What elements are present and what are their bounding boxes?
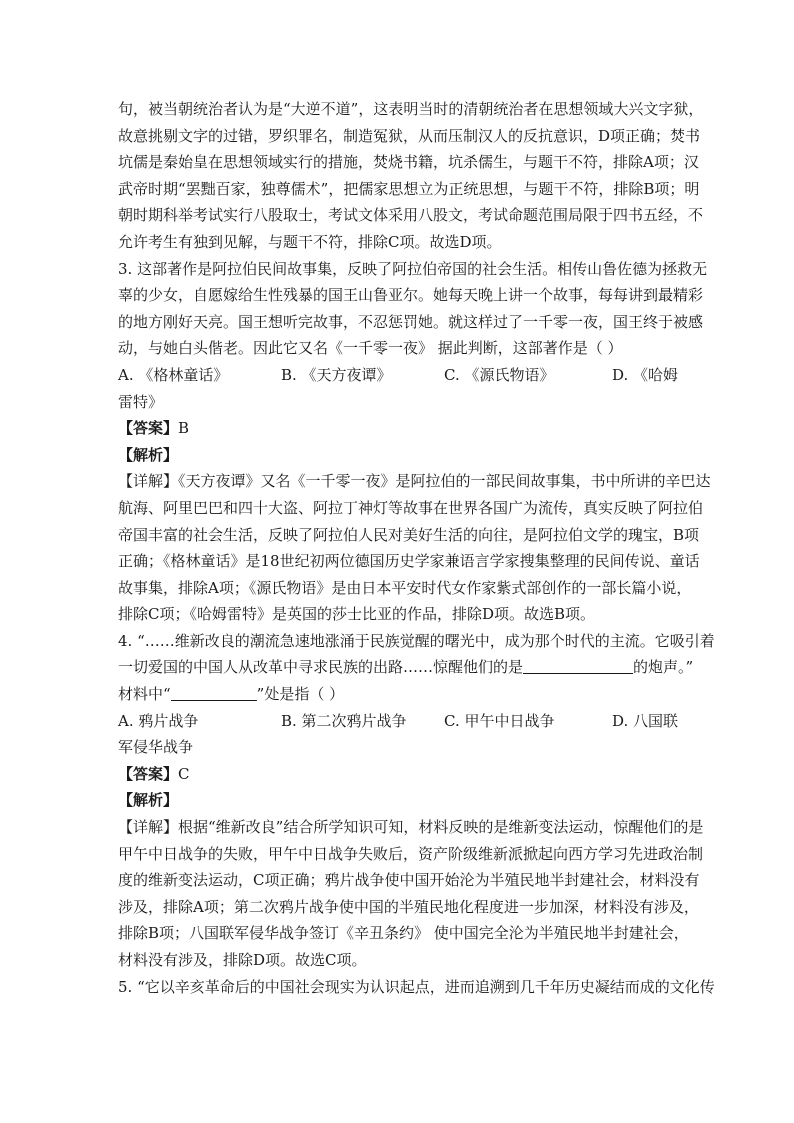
detail-line: 正确；《格林童话》是18世纪初两位德国历史学家兼语言学家搜集整理的民间传说、童话 [118, 552, 700, 571]
answer-label: 【答案】 [118, 764, 179, 783]
option-a: A. 《格林童话》 [118, 365, 229, 384]
option-c: C. 甲午中日战争 [444, 711, 555, 730]
option-d: D. 《哈姆 [611, 365, 678, 384]
answer-line [118, 761, 678, 788]
question-3-text: 辜的少女，自愿嫁给生性残暴的国王山鲁亚尔。她每天晚上讲一个故事，每每讲到最精彩 [118, 286, 704, 305]
detail-line: 排除C项；《哈姆雷特》是英国的莎士比亚的作品，排除D项。故选B项。 [118, 605, 596, 624]
answer-value: C [178, 764, 190, 783]
question-3-options [118, 362, 678, 389]
analysis-label: 【解析】 [118, 791, 179, 810]
question-3-text: 动，与她白头偕老。因此它又名《一千零一夜》 据此判断，这部著作是（ ） [118, 339, 623, 358]
question-3-text: 的地方刚好天亮。国王想听完故事，不忍惩罚她。就这样过了一千零一夜，国王终于被感 [118, 312, 704, 331]
analysis-label: 【解析】 [118, 445, 179, 464]
option-b: B. 第二次鸦片战争 [281, 711, 407, 730]
text-line: 武帝时期“罢黜百家，独尊儒术”，把儒家思想立为正统思想，与题干不符，排除B项；明 [118, 179, 700, 198]
text-line: 句，被当朝统治者认为是“大逆不道”，这表明当时的清朝统治者在思想领域大兴文字狱， [118, 100, 704, 118]
blank-line [523, 657, 633, 674]
option-b: B. 《天方夜谭》 [281, 365, 392, 384]
detail-line: 度的维新变法运动，C项正确；鸦片战争使中国开始沦为半殖民地半封建社会，材料没有 [118, 871, 700, 890]
question-4-text: 材料中“ ”处是指（ ） [118, 685, 345, 704]
detail-line: 航海、阿里巴巴和四十大盗、阿拉丁神灯等故事在世界各国广为流传，真实反映了阿拉伯 [118, 498, 704, 517]
question-4-options [118, 708, 678, 735]
question-4-text: 一切爱国的中国人从改革中寻求民族的出路……惊醒他们的是 的炮声。” [118, 658, 694, 677]
option-d-continued: 军侵华战争 [118, 738, 194, 757]
detail-line: 【详解】《天方夜谭》又名《一千零一夜》是阿拉伯的一部民间故事集，书中所讲的辛巴达 [118, 472, 711, 491]
text-line: 朝时期科举考试实行八股取士，考试文体采用八股文，考试命题范围局限于四书五经，不 [118, 206, 704, 225]
answer-value: B [178, 419, 190, 438]
blank-line [171, 684, 257, 701]
option-c: C. 《源氏物语》 [444, 365, 555, 384]
text-line: 坑儒是秦始皇在思想领域实行的措施，焚烧书籍，坑杀儒生，与题干不符，排除A项；汉 [118, 153, 699, 172]
detail-line: 故事集，排除A项；《源氏物语》是由日本平安时代女作家紫式部创作的一部长篇小说， [118, 578, 692, 597]
detail-line: 【详解】根据“维新改良”结合所学知识可知，材料反映的是维新变法运动，惊醒他们的是 [118, 818, 704, 837]
detail-line: 材料没有涉及，排除D项。故选C项。 [118, 951, 367, 969]
detail-line: 涉及，排除A项；第二次鸦片战争使中国的半殖民地化程度进一步加深，材料没有涉及， [118, 897, 699, 916]
option-d: D. 八国联 [611, 711, 678, 730]
detail-line: 甲午中日战争的失败，甲午中日战争失败后，资产阶级维新派掀起向西方学习先进政治制 [118, 844, 704, 863]
answer-label: 【答案】 [118, 419, 179, 438]
question-3-text: 3. 这部著作是阿拉伯民间故事集，反映了阿拉伯帝国的社会生活。相传山鲁佐德为拯救无 [118, 259, 708, 278]
option-d-continued: 雷特》 [118, 392, 164, 411]
question-4-text: 4. “……维新改良的潮流急速地涨涌于民族觉醒的曙光中，成为那个时代的主流。它吸引着 [118, 631, 715, 650]
option-a: A. 鸦片战争 [118, 711, 199, 730]
detail-line: 排除B项；八国联军侵华战争签订《辛丑条约》 使中国完全沦为半殖民地半封建社会， [118, 924, 689, 943]
text-line: 故意挑剔文字的过错，罗织罪名，制造冤狱，从而压制汉人的反抗意识，D项正确；焚书 [118, 126, 701, 145]
question-5-text: 5. “它以辛亥革命后的中国社会现实为认识起点，进而追溯到几千年历史凝结而成的文化传 [118, 977, 715, 996]
text-line: 允许考生有独到见解，与题干不符，排除C项。故选D项。 [118, 232, 502, 251]
answer-line [118, 415, 678, 442]
document-body [118, 96, 715, 1000]
detail-line: 帝国丰富的社会生活，反映了阿拉伯人民对美好生活的向往，是阿拉伯文学的瑰宝，B项 [118, 525, 700, 544]
